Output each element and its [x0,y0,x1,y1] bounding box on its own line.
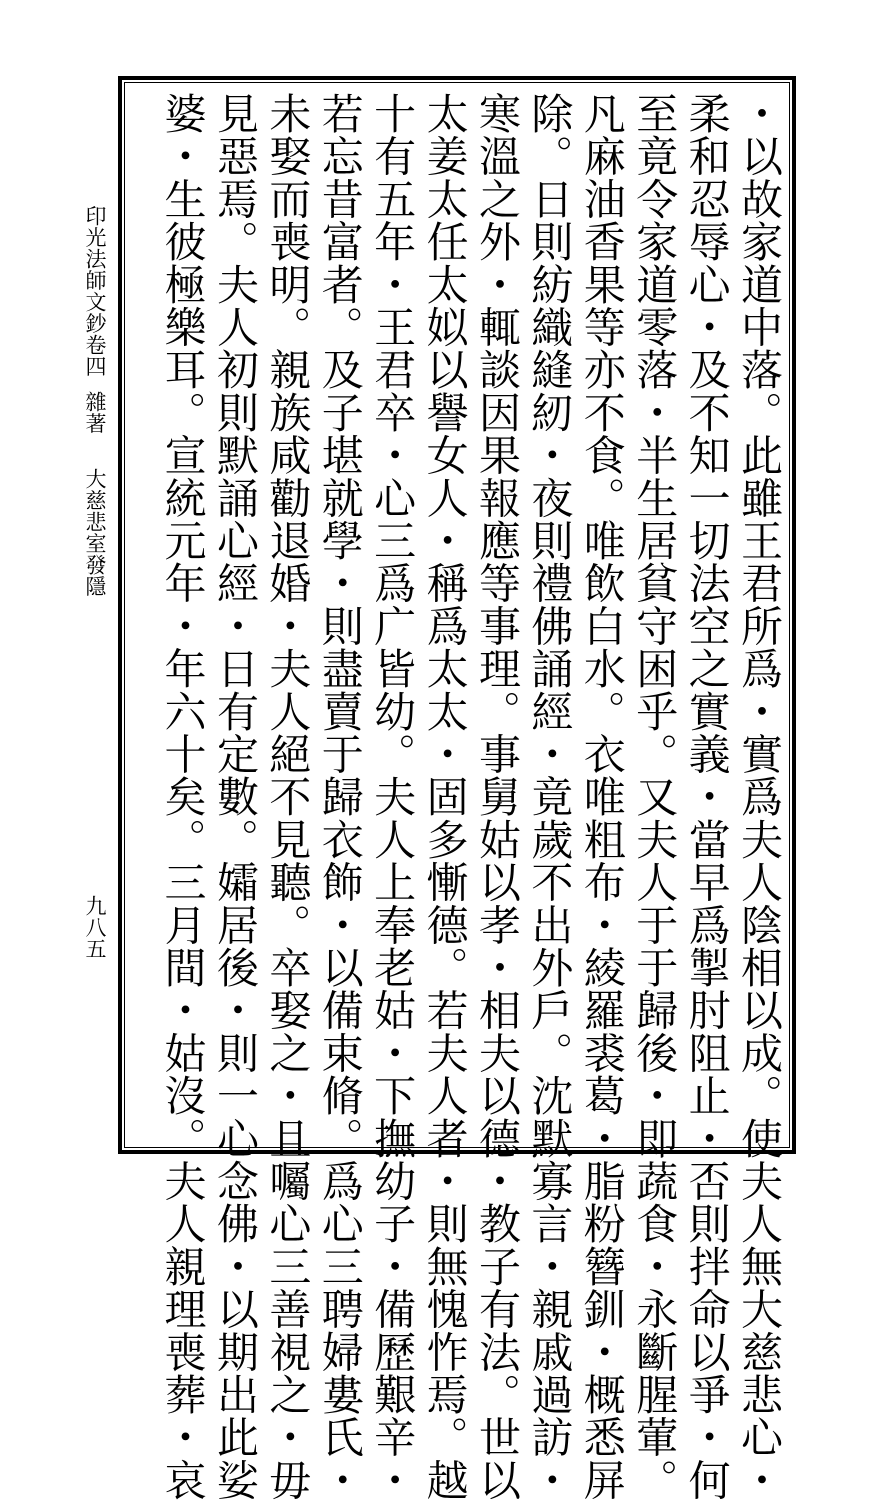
text-column: 若忘昔富者。及子堪就學・則盡賣于歸衣飾・以備束脩。爲心三聘婦婁氏・ [315,92,365,1501]
main-text [130,92,785,1501]
essay-title: 大慈悲室發隱 [83,468,107,597]
text-column: 除。日則紡織縫紉・夜則禮佛誦經・竟歲不出外戶。沈默寡言・親戚過訪・ [525,92,575,1501]
text-column: 婆・生彼極樂耳。宣統元年・年六十矣。三月間・姑沒。夫人親理喪葬・哀 [158,92,208,1501]
text-column: 未娶而喪明。親族咸勸退婚・夫人絕不見聽。卒娶之・且囑心三善視之・毋 [263,92,313,1501]
text-column: 十有五年・王君卒・心三爲广皆幼。夫人上奉老姑・下撫幼子・備歷艱辛・ [368,92,418,1501]
text-column: 凡麻油香果等亦不食。唯飲白水。衣唯粗布・綾羅裘葛・脂粉簪釧・概悉屏 [577,92,627,1501]
book-title: 印光法師文鈔卷四 [83,205,107,377]
section-label: 雜著 [83,391,107,434]
text-column: 寒溫之外・輒談因果報應等事理。事舅姑以孝・相夫以德・教子有法。世以 [472,92,522,1501]
text-column: 至竟令家道零落・半生居貧守困乎。又夫人于于歸後・即蔬食・永斷腥葷。 [630,92,680,1501]
running-header [80,205,110,665]
page-number: 九八五 [83,895,107,960]
text-column: 太姜太任太姒以譽女人・稱爲太太・固多慚德。若夫人者・則無愧怍焉。越 [420,92,470,1501]
text-column: 柔和忍辱心・及不知一切法空之實義・當早爲掣肘阻止・否則拌命以爭・何 [682,92,732,1501]
text-column: 見惡焉。夫人初則默誦心經・日有定數。孀居後・則一心念佛・以期出此娑 [210,92,260,1501]
text-column: ・以故家道中落。此雖王君所爲・實爲夫人陰相以成。使夫人無大慈悲心・ [735,92,784,1501]
